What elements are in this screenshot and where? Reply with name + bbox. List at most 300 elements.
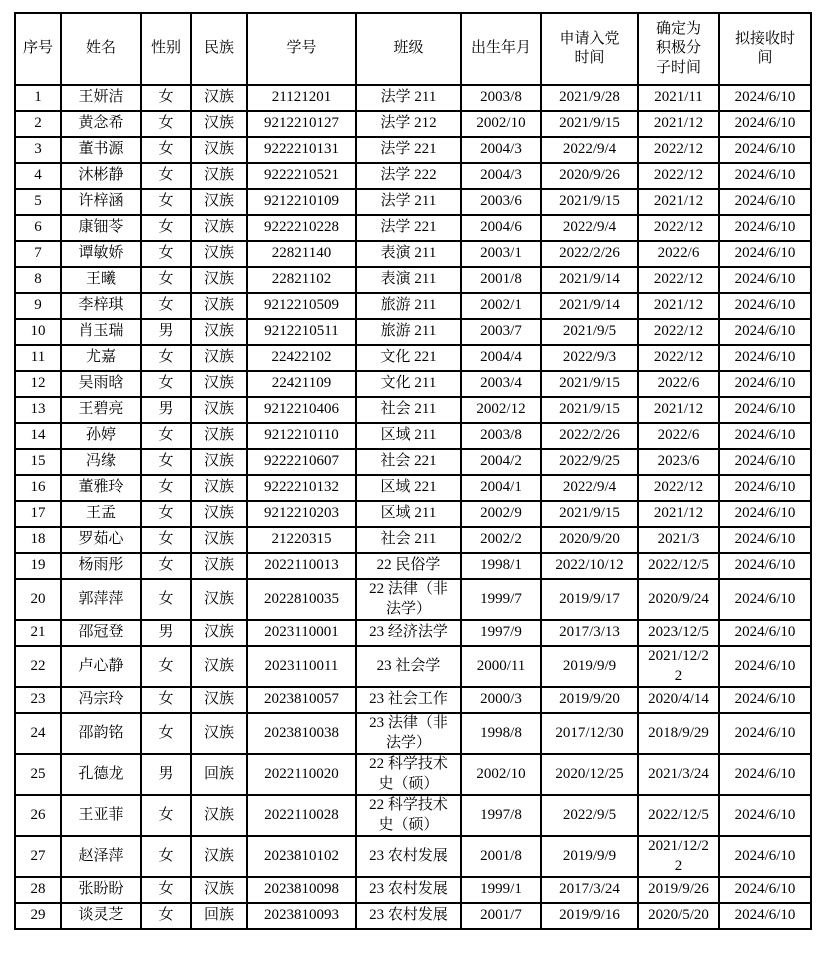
cell: 2000/11: [461, 646, 541, 687]
cell: 女: [141, 713, 191, 754]
cell: 王孟: [61, 501, 141, 527]
cell: 女: [141, 85, 191, 111]
cell: 2021/3: [638, 527, 719, 553]
cell: 2024/6/10: [719, 371, 811, 397]
column-header: 性别: [141, 13, 191, 85]
cell: 1: [15, 85, 61, 111]
cell: 社会 211: [356, 527, 461, 553]
cell: 汉族: [191, 646, 247, 687]
cell: 表演 211: [356, 241, 461, 267]
cell: 2022/12/5: [638, 553, 719, 579]
cell: 汉族: [191, 579, 247, 620]
cell: 28: [15, 877, 61, 903]
cell: 回族: [191, 903, 247, 929]
cell: 法学 211: [356, 189, 461, 215]
cell: 2022110028: [247, 795, 356, 836]
cell: 法学 212: [356, 111, 461, 137]
cell: 谭敏娇: [61, 241, 141, 267]
column-header: 民族: [191, 13, 247, 85]
cell: 2024/6/10: [719, 345, 811, 371]
cell: 2022/12: [638, 137, 719, 163]
cell: 2021/12: [638, 501, 719, 527]
cell: 2024/6/10: [719, 795, 811, 836]
cell: 9: [15, 293, 61, 319]
table-row: [15, 319, 811, 345]
table-row: [15, 527, 811, 553]
cell: 2022/6: [638, 371, 719, 397]
cell: 1998/1: [461, 553, 541, 579]
cell: 9212210509: [247, 293, 356, 319]
cell: 2022/12: [638, 267, 719, 293]
cell: 2022/9/4: [541, 215, 638, 241]
cell: 孔德龙: [61, 754, 141, 795]
table-row: [15, 579, 811, 620]
table-header: [15, 13, 811, 85]
cell: 2022810035: [247, 579, 356, 620]
cell: 2004/3: [461, 163, 541, 189]
cell: 29: [15, 903, 61, 929]
cell: 2023/12/5: [638, 620, 719, 646]
cell: 2023810038: [247, 713, 356, 754]
cell: 2024/6/10: [719, 163, 811, 189]
document-page: [14, 12, 812, 930]
table-row: [15, 397, 811, 423]
cell: 回族: [191, 754, 247, 795]
cell: 2004/6: [461, 215, 541, 241]
cell: 女: [141, 877, 191, 903]
cell: 2019/9/20: [541, 687, 638, 713]
cell: 2024/6/10: [719, 903, 811, 929]
cell: 邵韵铭: [61, 713, 141, 754]
cell: 汉族: [191, 111, 247, 137]
cell: 女: [141, 903, 191, 929]
cell: 女: [141, 687, 191, 713]
cell: 男: [141, 319, 191, 345]
cell: 2021/9/15: [541, 189, 638, 215]
cell: 6: [15, 215, 61, 241]
cell: 21121201: [247, 85, 356, 111]
column-header: 学号: [247, 13, 356, 85]
table-row: [15, 137, 811, 163]
cell: 26: [15, 795, 61, 836]
table-row: [15, 795, 811, 836]
cell: 2024/6/10: [719, 423, 811, 449]
cell: 肖玉瑞: [61, 319, 141, 345]
cell: 22821140: [247, 241, 356, 267]
header-row: [15, 13, 811, 85]
cell: 2022/2/26: [541, 423, 638, 449]
cell: 2019/9/17: [541, 579, 638, 620]
table-row: [15, 687, 811, 713]
cell: 2021/9/15: [541, 111, 638, 137]
cell: 20: [15, 579, 61, 620]
cell: 董书源: [61, 137, 141, 163]
cell: 2020/12/25: [541, 754, 638, 795]
cell: 2024/6/10: [719, 553, 811, 579]
cell: 2018/9/29: [638, 713, 719, 754]
cell: 22 法律（非法学）: [356, 579, 461, 620]
cell: 2021/9/15: [541, 397, 638, 423]
cell: 王亚菲: [61, 795, 141, 836]
cell: 区域 221: [356, 475, 461, 501]
cell: 2003/8: [461, 423, 541, 449]
cell: 2022110020: [247, 754, 356, 795]
cell: 23 农村发展: [356, 903, 461, 929]
cell: 女: [141, 423, 191, 449]
cell: 9212210406: [247, 397, 356, 423]
cell: 2002/10: [461, 111, 541, 137]
roster-table: [14, 12, 812, 930]
cell: 尤嘉: [61, 345, 141, 371]
cell: 女: [141, 215, 191, 241]
cell: 2022/6: [638, 241, 719, 267]
cell: 王妍洁: [61, 85, 141, 111]
cell: 文化 221: [356, 345, 461, 371]
cell: 女: [141, 189, 191, 215]
cell: 2022/12: [638, 345, 719, 371]
cell: 汉族: [191, 475, 247, 501]
cell: 5: [15, 189, 61, 215]
cell: 区域 211: [356, 423, 461, 449]
cell: 董雅玲: [61, 475, 141, 501]
cell: 23 社会学: [356, 646, 461, 687]
cell: 汉族: [191, 527, 247, 553]
cell: 2020/9/26: [541, 163, 638, 189]
cell: 2024/6/10: [719, 241, 811, 267]
cell: 孙婷: [61, 423, 141, 449]
cell: 社会 221: [356, 449, 461, 475]
cell: 2024/6/10: [719, 877, 811, 903]
table-row: [15, 85, 811, 111]
cell: 法学 221: [356, 137, 461, 163]
cell: 2021/12: [638, 397, 719, 423]
column-header: 申请入党时间: [541, 13, 638, 85]
cell: 2021/12: [638, 189, 719, 215]
cell: 15: [15, 449, 61, 475]
cell: 23: [15, 687, 61, 713]
cell: 2020/4/14: [638, 687, 719, 713]
table-row: [15, 371, 811, 397]
cell: 17: [15, 501, 61, 527]
cell: 21220315: [247, 527, 356, 553]
table-row: [15, 836, 811, 877]
cell: 19: [15, 553, 61, 579]
cell: 9212210109: [247, 189, 356, 215]
cell: 汉族: [191, 85, 247, 111]
cell: 2022/12: [638, 475, 719, 501]
cell: 女: [141, 646, 191, 687]
cell: 2024/6/10: [719, 267, 811, 293]
table-row: [15, 877, 811, 903]
cell: 2003/8: [461, 85, 541, 111]
cell: 汉族: [191, 319, 247, 345]
cell: 李梓琪: [61, 293, 141, 319]
cell: 9222210521: [247, 163, 356, 189]
cell: 2024/6/10: [719, 449, 811, 475]
table-row: [15, 646, 811, 687]
cell: 2017/3/24: [541, 877, 638, 903]
cell: 2019/9/26: [638, 877, 719, 903]
cell: 2021/9/28: [541, 85, 638, 111]
cell: 2003/4: [461, 371, 541, 397]
cell: 汉族: [191, 163, 247, 189]
cell: 旅游 211: [356, 319, 461, 345]
cell: 2021/11: [638, 85, 719, 111]
cell: 1997/8: [461, 795, 541, 836]
cell: 男: [141, 397, 191, 423]
column-header: 确定为积极分子时间: [638, 13, 719, 85]
cell: 谈灵芝: [61, 903, 141, 929]
cell: 汉族: [191, 687, 247, 713]
cell: 2024/6/10: [719, 215, 811, 241]
cell: 汉族: [191, 397, 247, 423]
cell: 2004/2: [461, 449, 541, 475]
table-row: [15, 620, 811, 646]
cell: 女: [141, 449, 191, 475]
cell: 2000/3: [461, 687, 541, 713]
table-row: [15, 475, 811, 501]
cell: 康钿苓: [61, 215, 141, 241]
column-header: 序号: [15, 13, 61, 85]
cell: 女: [141, 553, 191, 579]
cell: 9212210511: [247, 319, 356, 345]
cell: 2003/1: [461, 241, 541, 267]
table-row: [15, 553, 811, 579]
cell: 区域 211: [356, 501, 461, 527]
cell: 2019/9/9: [541, 836, 638, 877]
cell: 2003/7: [461, 319, 541, 345]
cell: 1999/1: [461, 877, 541, 903]
cell: 汉族: [191, 241, 247, 267]
cell: 许梓涵: [61, 189, 141, 215]
cell: 18: [15, 527, 61, 553]
cell: 2001/7: [461, 903, 541, 929]
cell: 4: [15, 163, 61, 189]
cell: 2004/1: [461, 475, 541, 501]
cell: 女: [141, 371, 191, 397]
cell: 2020/9/24: [638, 579, 719, 620]
cell: 22 民俗学: [356, 553, 461, 579]
table-row: [15, 241, 811, 267]
cell: 2021/9/5: [541, 319, 638, 345]
cell: 3: [15, 137, 61, 163]
cell: 女: [141, 267, 191, 293]
cell: 男: [141, 754, 191, 795]
cell: 郭萍萍: [61, 579, 141, 620]
cell: 2024/6/10: [719, 501, 811, 527]
cell: 2024/6/10: [719, 475, 811, 501]
cell: 2023110011: [247, 646, 356, 687]
cell: 2024/6/10: [719, 189, 811, 215]
cell: 9212210203: [247, 501, 356, 527]
cell: 11: [15, 345, 61, 371]
cell: 1997/9: [461, 620, 541, 646]
cell: 王碧亮: [61, 397, 141, 423]
column-header: 班级: [356, 13, 461, 85]
cell: 2023/6: [638, 449, 719, 475]
cell: 2002/12: [461, 397, 541, 423]
cell: 罗茹心: [61, 527, 141, 553]
cell: 23 农村发展: [356, 877, 461, 903]
cell: 汉族: [191, 371, 247, 397]
cell: 2021/3/24: [638, 754, 719, 795]
cell: 法学 221: [356, 215, 461, 241]
cell: 2024/6/10: [719, 754, 811, 795]
cell: 汉族: [191, 345, 247, 371]
cell: 2021/12: [638, 111, 719, 137]
cell: 13: [15, 397, 61, 423]
cell: 邵冠登: [61, 620, 141, 646]
cell: 汉族: [191, 877, 247, 903]
cell: 2021/9/15: [541, 501, 638, 527]
cell: 23 农村发展: [356, 836, 461, 877]
cell: 2024/6/10: [719, 579, 811, 620]
cell: 2023810102: [247, 836, 356, 877]
cell: 22: [15, 646, 61, 687]
cell: 9222210228: [247, 215, 356, 241]
cell: 旅游 211: [356, 293, 461, 319]
cell: 2001/8: [461, 836, 541, 877]
cell: 22821102: [247, 267, 356, 293]
cell: 汉族: [191, 501, 247, 527]
cell: 2021/9/14: [541, 293, 638, 319]
cell: 女: [141, 527, 191, 553]
column-header: 拟接收时间: [719, 13, 811, 85]
cell: 2022/2/26: [541, 241, 638, 267]
cell: 2021/12/22: [638, 646, 719, 687]
cell: 23 社会工作: [356, 687, 461, 713]
cell: 女: [141, 579, 191, 620]
cell: 汉族: [191, 423, 247, 449]
table-row: [15, 903, 811, 929]
cell: 1999/7: [461, 579, 541, 620]
table-row: [15, 345, 811, 371]
table-row: [15, 423, 811, 449]
cell: 2021/9/14: [541, 267, 638, 293]
cell: 2024/6/10: [719, 293, 811, 319]
cell: 2021/9/15: [541, 371, 638, 397]
cell: 汉族: [191, 553, 247, 579]
cell: 23 法律（非法学）: [356, 713, 461, 754]
cell: 汉族: [191, 713, 247, 754]
cell: 黄念希: [61, 111, 141, 137]
cell: 23 经济法学: [356, 620, 461, 646]
cell: 女: [141, 345, 191, 371]
cell: 2022110013: [247, 553, 356, 579]
cell: 2021/12/22: [638, 836, 719, 877]
table-body: [15, 85, 811, 929]
cell: 男: [141, 620, 191, 646]
cell: 2023810057: [247, 687, 356, 713]
cell: 女: [141, 501, 191, 527]
cell: 冯缘: [61, 449, 141, 475]
cell: 10: [15, 319, 61, 345]
cell: 法学 222: [356, 163, 461, 189]
cell: 女: [141, 836, 191, 877]
cell: 2017/12/30: [541, 713, 638, 754]
table-row: [15, 215, 811, 241]
cell: 2002/10: [461, 754, 541, 795]
cell: 25: [15, 754, 61, 795]
cell: 2024/6/10: [719, 319, 811, 345]
cell: 2022/9/25: [541, 449, 638, 475]
cell: 汉族: [191, 189, 247, 215]
cell: 表演 211: [356, 267, 461, 293]
cell: 27: [15, 836, 61, 877]
cell: 女: [141, 293, 191, 319]
cell: 9222210131: [247, 137, 356, 163]
cell: 法学 211: [356, 85, 461, 111]
cell: 2022/12/5: [638, 795, 719, 836]
cell: 2001/8: [461, 267, 541, 293]
cell: 王曦: [61, 267, 141, 293]
cell: 22 科学技术史（硕）: [356, 795, 461, 836]
cell: 张盼盼: [61, 877, 141, 903]
cell: 2023110001: [247, 620, 356, 646]
cell: 2002/1: [461, 293, 541, 319]
cell: 22421109: [247, 371, 356, 397]
cell: 女: [141, 137, 191, 163]
cell: 9212210110: [247, 423, 356, 449]
cell: 杨雨彤: [61, 553, 141, 579]
cell: 1998/8: [461, 713, 541, 754]
cell: 汉族: [191, 795, 247, 836]
table-row: [15, 449, 811, 475]
cell: 汉族: [191, 215, 247, 241]
table-row: [15, 754, 811, 795]
cell: 吴雨晗: [61, 371, 141, 397]
cell: 汉族: [191, 620, 247, 646]
cell: 2022/9/5: [541, 795, 638, 836]
cell: 2002/2: [461, 527, 541, 553]
cell: 2024/6/10: [719, 836, 811, 877]
column-header: 出生年月: [461, 13, 541, 85]
table-row: [15, 293, 811, 319]
cell: 女: [141, 241, 191, 267]
cell: 2022/12: [638, 163, 719, 189]
table-row: [15, 163, 811, 189]
cell: 沐彬静: [61, 163, 141, 189]
cell: 14: [15, 423, 61, 449]
cell: 2024/6/10: [719, 397, 811, 423]
cell: 2004/3: [461, 137, 541, 163]
cell: 2024/6/10: [719, 646, 811, 687]
cell: 2: [15, 111, 61, 137]
cell: 2024/6/10: [719, 713, 811, 754]
cell: 2022/9/4: [541, 475, 638, 501]
cell: 8: [15, 267, 61, 293]
cell: 9222210607: [247, 449, 356, 475]
cell: 2024/6/10: [719, 687, 811, 713]
table-row: [15, 713, 811, 754]
cell: 2022/9/3: [541, 345, 638, 371]
cell: 9212210127: [247, 111, 356, 137]
cell: 2004/4: [461, 345, 541, 371]
cell: 女: [141, 475, 191, 501]
cell: 2024/6/10: [719, 111, 811, 137]
cell: 21: [15, 620, 61, 646]
cell: 汉族: [191, 267, 247, 293]
cell: 2023810098: [247, 877, 356, 903]
cell: 2002/9: [461, 501, 541, 527]
cell: 2003/6: [461, 189, 541, 215]
cell: 2024/6/10: [719, 620, 811, 646]
cell: 汉族: [191, 137, 247, 163]
cell: 2017/3/13: [541, 620, 638, 646]
table-row: [15, 501, 811, 527]
cell: 女: [141, 795, 191, 836]
cell: 2024/6/10: [719, 137, 811, 163]
